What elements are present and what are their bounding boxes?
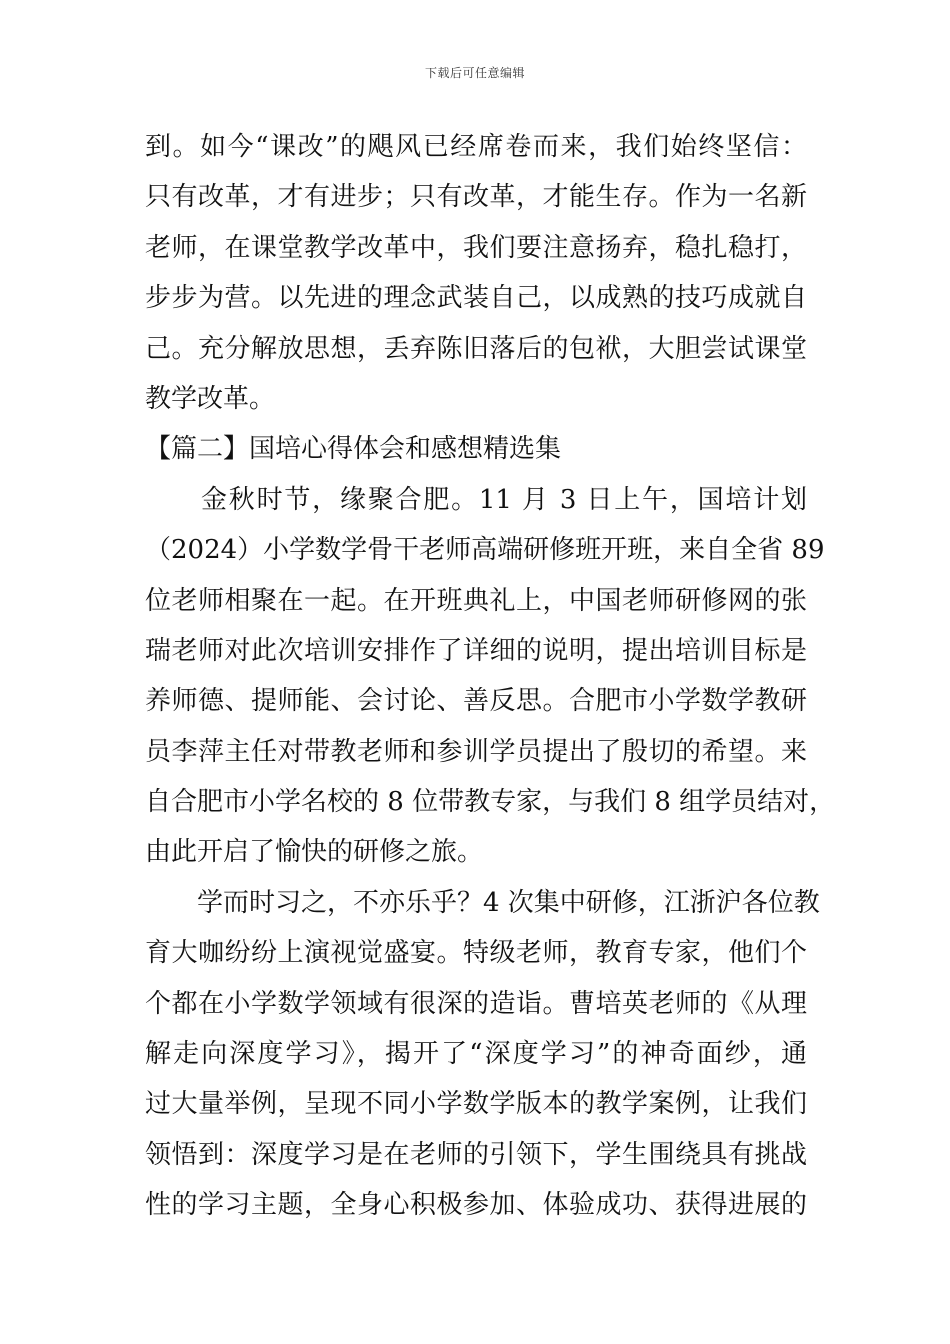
text-line: 员李萍主任对带教老师和参训学员提出了殷切的希望。来 [145,736,807,767]
body-text [145,122,836,1231]
text-line: 过大量举例，呈现不同小学数学版本的教学案例，让我们 [145,1089,807,1120]
text-line: 到。如今“课改”的飓风已经席卷而来，我们始终坚信： [145,132,807,162]
text-line: 由此开启了愉快的研修之旅。 [145,837,484,868]
text-line: 只有改革，才有进步；只有改革，才能生存。作为一名新 [145,182,807,213]
text-line: 瑞老师对此次培训安排作了详细的说明，提出培训目标是 [145,635,807,666]
page-header: 下载后可任意编辑 [424,66,525,80]
text-line: 育大咖纷纷上演视觉盛宴。特级老师，教育专家，他们个 [145,938,807,969]
text-line: 领悟到：深度学习是在老师的引领下，学生围绕具有挑战 [145,1139,807,1170]
text-line: 老师，在课堂教学改革中，我们要注意扬弃，稳扎稳打， [145,232,807,263]
text-line: 性的学习主题，全身心积极参加、体验成功、获得进展的 [145,1190,807,1221]
text-line: 己。充分解放思想，丢弃陈旧落后的包袱，大胆尝试课堂 [145,333,807,364]
text-line: 个都在小学数学领域有很深的造诣。曹培英老师的《从理 [145,988,807,1019]
text-line: 学而时习之，不亦乐乎？4 次集中研修，江浙沪各位教 [197,887,820,918]
text-line: （2024）小学数学骨干老师高端研修班开班，来自全省 89 [145,535,825,566]
text-line: 自合肥市小学名校的 8 位带教专家，与我们 8 组学员结对， [145,787,836,818]
text-line: 解走向深度学习》，揭开了“深度学习”的神奇面纱，通 [145,1039,807,1070]
text-line: 教学改革。 [145,383,276,414]
text-line: 步步为营。以先进的理念武装自己，以成熟的技巧成就自 [145,283,807,314]
text-line: 金秋时节，缘聚合肥。11 月 3 日上午，国培计划 [201,484,807,515]
text-line: 养师德、提师能、会讨论、善反思。合肥市小学数学教研 [145,686,807,717]
text-line: 位老师相聚在一起。在开班典礼上，中国老师研修网的张 [145,585,807,616]
section-heading: 【篇二】国培心得体会和感想精选集 [145,434,562,465]
